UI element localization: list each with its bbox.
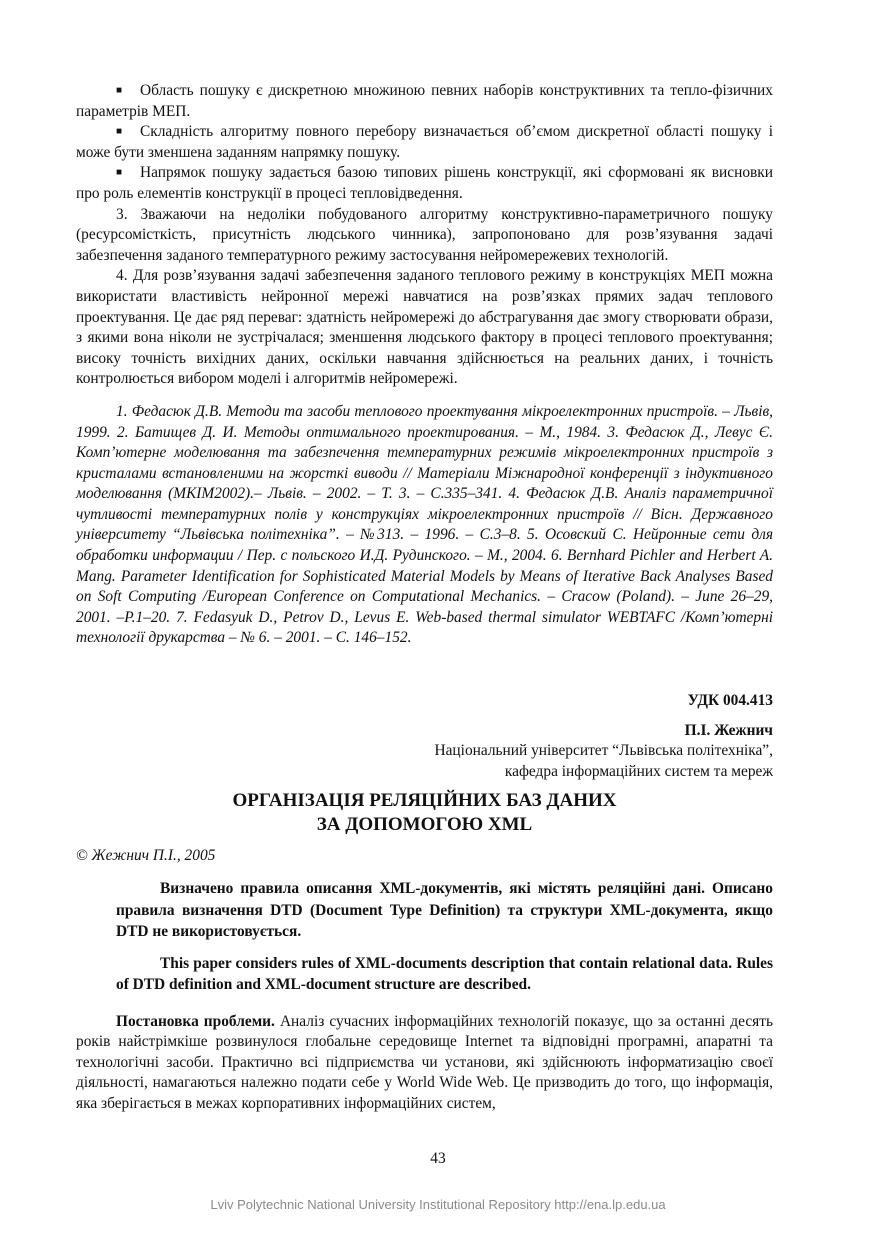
bullet-item: ■ Область пошуку є дискретною множиною певних наборів конструктивних та тепло-фізичних параметрів МЕП. <box>76 82 773 120</box>
numbered-paragraph: 3. Зважаючи на недоліки побудованого алгоритму конструктивно-параметричного пошуку (ресурсомісткість, присутність людського чинника), запропоновано для розв’язування задачі забезпечення заданого температурного режиму застосування нейромережевих технологій. <box>76 205 773 264</box>
section-problem-statement <box>76 1012 773 1115</box>
udk-code: УДК 004.413 <box>687 692 773 710</box>
section-heading: Постановка проблеми. <box>116 1012 275 1030</box>
numbered-paragraph: 4. Для розв’язування задачі забезпечення заданого теплового режиму в конструкціях МЕП можна використати властивість нейронної мережі навчатися на розв’язках прямих задач теплового проектування. Це дає ряд переваг: здатність нейромережі до абстрагування дає змогу створювати образи, з якими вона ніколи не зустрічалася; зменшення людського фактору в процесі теплового проектування; високу точність вихідних даних, оскільки навчання здійснюється на реальних даних, і точність контролюється вибором моделі і алгоритмів нейромережі. <box>76 267 773 388</box>
article-title-line-1: ОРГАНІЗАЦІЯ РЕЛЯЦІЙНИХ БАЗ ДАНИХ <box>232 790 617 812</box>
affiliation-university: Національний університет “Львівська політехніка”, <box>434 742 773 760</box>
abstract-ukrainian: Визначено правила описання XML-документів, які містять реляційні дані. Описано правила визначення DTD (Document Type Definition) та структури XML-документа, якщо DTD не використовується. <box>116 880 773 940</box>
repository-footer: Lviv Polytechnic National University Institutional Repository http://ena.lp.edu.ua <box>210 1197 666 1212</box>
copyright: © Жежнич П.І., 2005 <box>76 847 216 865</box>
bullet-square-icon: ■ <box>116 85 123 96</box>
page-content <box>76 81 773 1114</box>
bullet-item: ■ Складність алгоритму повного перебору визначається об’ємом дискретної області пошуку і може бути зменшена заданням напрямку пошуку. <box>76 123 773 161</box>
page-number: 43 <box>430 1150 446 1167</box>
affiliation-department: кафедра інформаційних систем та мереж <box>504 762 773 780</box>
article-title <box>76 789 773 837</box>
references: 1. Федасюк Д.В. Методи та засоби теплового проектування мікроелектронних пристроїв. – Львів, 1999. 2. Батищев Д. И. Методы оптимального проектирования. – М., 1984. 3. Федасюк Д., Левус Є. Комп’ютерне моделювання та забезпечення температурних режимів мікроелектронних пристроїв з кристалами встановленими на жорсткі виводи // Матеріали Міжнародної конференції з індуктивного моделювання (МКІМ2002).– Львів. – 2002. – Т. 3. – С.335–341. 4. Федасюк Д.В. Аналіз параметричної чутливості температурних полів у конструкціях мікроелектронних пристроїв // Вісн. Державного університету “Львівська політехніка”. – №313. – 1996. – С.3–8. 5. Осовский С. Нейронные сети для обработки информации / Пер. с польского И.Д. Рудинского. – М., 2004. 6. Bernhard Pichler and Herbert A. Mang. Parameter Identification for Sophisticated Material Models by Means of Iterative Back Analyses Based on Soft Computing /European Conference on Computational Mechanics. – Cracow (Poland). – June 26–29, 2001. –P.1–20. 7. Fedasyuk D., Petrov D., Levus E. Web-based thermal simulator WEBTAFC /Комп’ютерні технології друкарства – № 6. – 2001. – С. 146–152. <box>76 402 773 647</box>
section-text: Аналіз сучасних інформаційних технологій показує, що за останні десять років найстрімкіше розвинулося глобальне середовище Internet та відповідні програмні, апаратні та технологічні засоби. Практично всі підприємства чи установи, які здійснюють інформатизацію своєї діяльності, намагаються належно подати себе у World Wide Web. Це призводить до того, що інформація, яка зберігається в межах корпоративних інформаційних систем, <box>76 1012 773 1112</box>
bullet-square-icon: ■ <box>116 126 123 138</box>
bullet-item: ■ Напрямок пошуку задається базою типових рішень конструкції, які сформовані як висновки про роль елементів конструкції в процесі тепловідведення. <box>76 164 773 202</box>
author-name: П.І. Жежнич <box>684 721 773 739</box>
abstract-english: This paper considers rules of XML-documents description that contain relational data. Rules of DTD definition and XML-document structure are described. <box>116 954 773 993</box>
article-title-line-2: ЗА ДОПОМОГОЮ XML <box>316 814 533 836</box>
bullet-square-icon: ■ <box>116 167 123 179</box>
